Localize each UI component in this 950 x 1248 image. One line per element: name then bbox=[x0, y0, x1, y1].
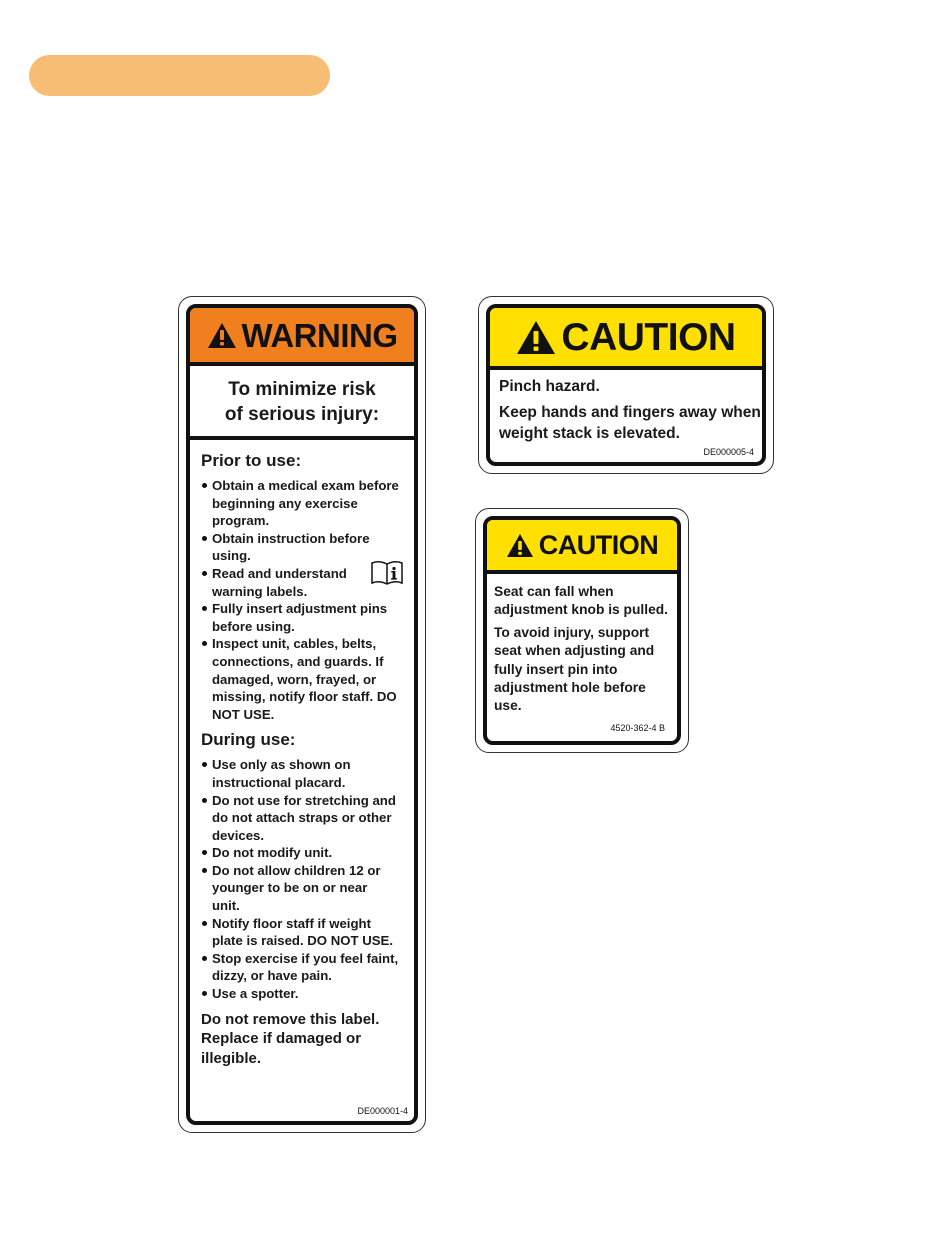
list-item: Notify floor staff if weight plate is raised. DO NOT USE. bbox=[201, 915, 400, 950]
caution-header-word: CAUTION bbox=[538, 529, 659, 560]
caution-label-frame bbox=[483, 516, 681, 745]
prior-to-use-heading: Prior to use: bbox=[201, 451, 302, 470]
during-use-list bbox=[201, 756, 414, 1002]
list-item: Use only as shown on instructional placard. bbox=[201, 756, 400, 791]
list-item: Do not use for stretching and do not attach straps or other devices. bbox=[201, 792, 400, 845]
prior-to-use-list bbox=[201, 477, 414, 723]
caution-label-seat bbox=[475, 508, 689, 753]
warning-label bbox=[178, 296, 426, 1133]
caution-header-word: CAUTION bbox=[561, 315, 736, 359]
caution-body bbox=[487, 574, 677, 716]
alert-triangle-icon bbox=[506, 533, 534, 558]
caution-label-frame bbox=[486, 304, 766, 466]
caution-label-code: DE000005-4 bbox=[703, 447, 754, 457]
caution-header bbox=[487, 520, 677, 574]
list-item: Use a spotter. bbox=[201, 985, 400, 1003]
warning-subtitle-line-1: To minimize risk bbox=[228, 379, 376, 400]
warning-body bbox=[190, 440, 414, 1068]
warning-header-word: WARNING bbox=[241, 316, 398, 354]
list-item: Stop exercise if you feel faint, dizzy, or have pain. bbox=[201, 950, 400, 985]
warning-label-frame bbox=[186, 304, 418, 1125]
alert-triangle-icon bbox=[516, 320, 556, 355]
list-item: Inspect unit, cables, belts, connections, and guards. If damaged, worn, frayed, or missing, notify floor staff. DO NOT USE. bbox=[201, 635, 400, 723]
warning-subtitle-line-2: of serious injury: bbox=[224, 404, 380, 425]
caution-body bbox=[490, 370, 762, 444]
warning-subtitle bbox=[190, 366, 414, 440]
pinch-hazard-text: Pinch hazard. bbox=[499, 378, 600, 395]
list-item: Read and understand warning labels. bbox=[201, 565, 372, 600]
read-manual-icon bbox=[370, 560, 404, 586]
list-item: Obtain instruction before using. bbox=[201, 530, 400, 565]
list-item: Fully insert adjustment pins before using. bbox=[201, 600, 400, 635]
alert-triangle-icon bbox=[207, 322, 237, 349]
list-item: Do not modify unit. bbox=[201, 844, 400, 862]
avoid-injury-text: To avoid injury, support seat when adjusting and fully insert pin into adjustment hole before use. bbox=[494, 624, 655, 714]
during-use-heading: During use: bbox=[201, 730, 296, 750]
warning-header bbox=[190, 308, 414, 366]
caution-label-code: 4520-362-4 B bbox=[610, 723, 665, 733]
caution-label-pinch bbox=[478, 296, 774, 474]
caution-header bbox=[490, 308, 762, 370]
warning-footer-text: Do not remove this label. Replace if damaged or illegible. bbox=[201, 1010, 380, 1067]
seat-can-fall-text: Seat can fall when adjustment knob is pulled. bbox=[494, 584, 669, 618]
list-item: Do not allow children 12 or younger to be on or near unit. bbox=[201, 862, 388, 915]
warning-label-code: DE000001-4 bbox=[357, 1106, 408, 1116]
keep-hands-away-text: Keep hands and fingers away when weight stack is elevated. bbox=[499, 404, 761, 442]
list-item: Obtain a medical exam before beginning any exercise program. bbox=[201, 477, 400, 530]
section-tab-pill bbox=[29, 55, 330, 96]
